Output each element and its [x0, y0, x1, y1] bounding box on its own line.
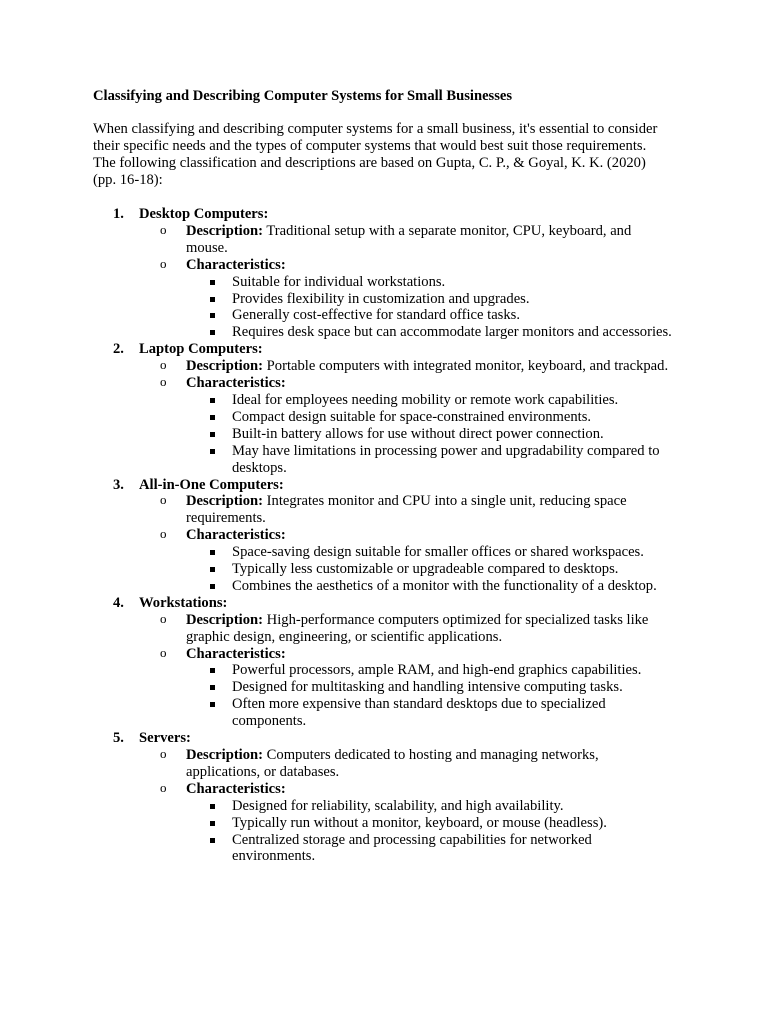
sub-bullet-marker: o	[160, 357, 167, 373]
characteristic-text: Compact design suitable for space-constrained environments.	[232, 408, 592, 425]
characteristic-bullet	[0, 324, 677, 341]
description-label: Description:	[186, 358, 264, 375]
square-bullet-icon	[210, 584, 215, 589]
document-title: Classifying and Describing Computer Systems for Small Businesses	[93, 88, 513, 104]
characteristic-bullet	[0, 561, 677, 578]
square-bullet-icon	[210, 838, 215, 843]
description-text: Traditional setup with a separate monitor, CPU, keyboard, and mouse.	[186, 222, 632, 256]
description-item	[0, 493, 676, 527]
characteristic-text: Generally cost-effective for standard office tasks.	[232, 307, 520, 324]
square-bullet-icon	[210, 821, 215, 826]
characteristic-text: May have limitations in processing power and upgradability compared to desktops.	[232, 442, 660, 476]
category-heading	[0, 341, 768, 358]
square-bullet-icon	[210, 567, 215, 572]
square-bullet-icon	[210, 702, 215, 707]
characteristics-label: Characteristics:	[186, 527, 286, 544]
description-label: Description:	[186, 611, 264, 628]
category-number: 2.	[113, 341, 124, 358]
characteristic-text: Combines the aesthetics of a monitor with the functionality of a desktop.	[232, 577, 657, 594]
characteristics-item	[0, 781, 676, 798]
characteristic-text: Built-in battery allows for use without direct power connection.	[232, 425, 604, 442]
characteristic-text: Powerful processors, ample RAM, and high-end graphics capabilities.	[232, 662, 642, 679]
characteristic-bullet	[0, 426, 677, 443]
square-bullet-icon	[210, 449, 215, 454]
characteristics-label: Characteristics:	[186, 645, 286, 662]
characteristic-bullet	[0, 662, 677, 679]
characteristic-bullet	[0, 291, 677, 308]
category-number: 5.	[113, 730, 124, 747]
characteristic-bullet	[0, 409, 677, 426]
description-text: Portable computers with integrated monitor, keyboard, and trackpad.	[266, 358, 669, 375]
sub-bullet-marker: o	[160, 746, 167, 761]
description-label: Description:	[186, 747, 264, 763]
square-bullet-icon	[210, 398, 215, 403]
category-heading	[0, 206, 768, 223]
square-bullet-icon	[210, 685, 215, 690]
characteristic-text: Provides flexibility in customization and upgrades.	[232, 290, 530, 307]
category-heading	[0, 595, 768, 612]
description-item	[0, 747, 676, 781]
characteristic-text: Often more expensive than standard desktops due to specialized components.	[232, 696, 606, 730]
characteristic-bullet	[0, 696, 677, 730]
characteristic-text: Designed for reliability, scalability, and high availability.	[232, 797, 564, 814]
sub-bullet-marker: o	[160, 610, 167, 626]
category-item	[0, 730, 768, 865]
category-item	[0, 341, 768, 476]
characteristic-text: Space-saving design suitable for smaller offices or shared workspaces.	[232, 544, 644, 561]
category-name: All-in-One Computers:	[139, 476, 284, 493]
square-bullet-icon	[210, 550, 215, 555]
characteristic-bullet	[0, 798, 677, 815]
characteristic-bullet	[0, 832, 677, 866]
category-item	[0, 206, 768, 341]
category-item	[0, 477, 768, 595]
square-bullet-icon	[210, 432, 215, 437]
sub-bullet-marker: o	[160, 221, 167, 237]
sub-bullet-marker: o	[160, 779, 167, 795]
description-item	[0, 612, 676, 646]
characteristic-bullet	[0, 815, 677, 832]
description-label: Description:	[186, 493, 264, 510]
characteristic-text: Typically less customizable or upgradeable compared to desktops.	[232, 561, 619, 578]
category-number: 4.	[113, 594, 124, 611]
sub-bullet-marker: o	[160, 255, 167, 271]
category-number: 3.	[113, 476, 124, 493]
category-number: 1.	[113, 206, 124, 222]
characteristic-text: Typically run without a monitor, keyboard, or mouse (headless).	[232, 814, 607, 831]
category-name: Desktop Computers:	[139, 206, 269, 222]
square-bullet-icon	[210, 313, 215, 318]
characteristic-text: Designed for multitasking and handling intensive computing tasks.	[232, 679, 623, 696]
description-text: Integrates monitor and CPU into a single unit, reducing space requirements.	[186, 493, 627, 527]
characteristics-item	[0, 527, 676, 544]
characteristic-bullet	[0, 544, 677, 561]
characteristic-text: Centralized storage and processing capabilities for networked environments.	[232, 831, 592, 865]
sub-bullet-marker: o	[160, 644, 167, 660]
characteristics-label: Characteristics:	[186, 375, 286, 392]
characteristics-label: Characteristics:	[186, 256, 286, 273]
square-bullet-icon	[210, 297, 215, 302]
category-heading	[0, 730, 768, 747]
category-name: Workstations:	[139, 594, 228, 611]
sub-bullet-marker: o	[160, 374, 167, 390]
category-heading	[0, 477, 768, 494]
characteristics-item	[0, 375, 676, 392]
description-item	[0, 223, 676, 257]
sub-bullet-marker: o	[160, 526, 167, 542]
characteristic-bullet	[0, 307, 677, 324]
square-bullet-icon	[210, 668, 215, 673]
intro-paragraph: When classifying and describing computer systems for a small business, it's essential to consider their specific needs and the types of computer systems that would best suit those requirements. The following classification and descriptions are based on Gupta, C. P., & Goyal, K. K. (2020) (pp. 16-18):	[93, 121, 658, 188]
characteristics-item	[0, 257, 676, 274]
characteristics-item	[0, 646, 676, 663]
characteristic-text: Suitable for individual workstations.	[232, 273, 446, 290]
description-text: Computers dedicated to hosting and managing networks, applications, or databases.	[186, 747, 599, 780]
characteristic-bullet	[0, 578, 677, 595]
characteristic-bullet	[0, 274, 677, 291]
description-text: High-performance computers optimized for specialized tasks like graphic design, engineering, or scientific applications.	[186, 611, 649, 645]
square-bullet-icon	[210, 804, 215, 809]
category-name: Laptop Computers:	[139, 341, 263, 358]
category-item	[0, 595, 768, 730]
description-label: Description:	[186, 222, 264, 239]
sub-bullet-marker: o	[160, 492, 167, 508]
characteristic-bullet	[0, 679, 677, 696]
characteristic-bullet	[0, 392, 677, 409]
square-bullet-icon	[210, 415, 215, 420]
characteristic-text: Ideal for employees needing mobility or remote work capabilities.	[232, 391, 619, 408]
square-bullet-icon	[210, 330, 215, 335]
category-list	[0, 206, 768, 865]
characteristic-bullet	[0, 443, 677, 477]
characteristics-label: Characteristics:	[186, 780, 286, 797]
square-bullet-icon	[210, 280, 215, 285]
description-item	[0, 358, 676, 375]
category-name: Servers:	[139, 730, 191, 747]
characteristic-text: Requires desk space but can accommodate larger monitors and accessories.	[232, 324, 672, 341]
